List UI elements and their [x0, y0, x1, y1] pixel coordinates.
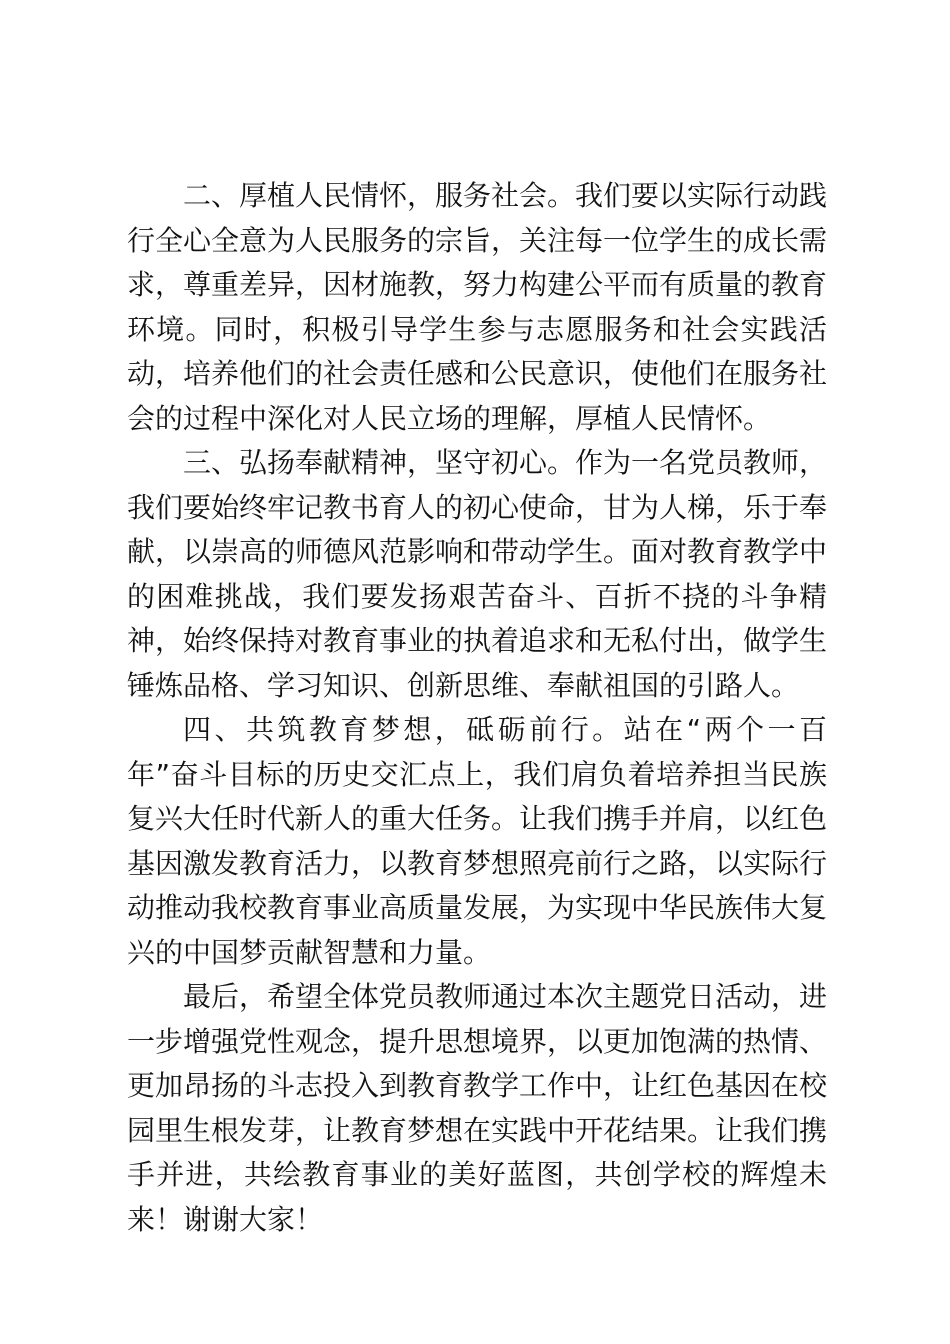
paragraph-serve-society: 二、厚植人民情怀，服务社会。我们要以实际行动践行全心全意为人民服务的宗旨，关注每一位学生的成长需求，尊重差异，因材施教，努力构建公平而有质量的教育环境。同时，积极引导学生参与志愿服务和社会实践活动，培养他们的社会责任感和公民意识，使他们在服务社会的过程中深化对人民立场的理解，厚植人民情怀。	[127, 179, 828, 435]
paragraph-dedication-spirit: 三、弘扬奉献精神，坚守初心。作为一名党员教师，我们要始终牢记教书育人的初心使命，甘为人梯，乐于奉献，以崇高的师德风范影响和带动学生。面对教育教学中的困难挑战，我们要发扬艰苦奋斗、百折不挠的斗争精神，始终保持对教育事业的执着追求和无私付出，做学生锤炼品格、学习知识、创新思维、奉献祖国的引路人。	[127, 446, 828, 702]
document-body	[127, 174, 827, 1242]
paragraph-closing: 最后，希望全体党员教师通过本次主题党日活动，进一步增强党性观念，提升思想境界，以更加饱满的热情、更加昂扬的斗志投入到教育教学工作中，让红色基因在校园里生根发芽，让教育梦想在实践中开花结果。让我们携手并进，共绘教育事业的美好蓝图，共创学校的辉煌未来！谢谢大家！	[127, 980, 828, 1236]
paragraph-education-dream: 四、共筑教育梦想，砥砺前行。站在“两个一百年”奋斗目标的历史交汇点上，我们肩负着培养担当民族复兴大任时代新人的重大任务。让我们携手并肩，以红色基因激发教育活力，以教育梦想照亮前行之路，以实际行动推动我校教育事业高质量发展，为实现中华民族伟大复兴的中国梦贡献智慧和力量。	[127, 713, 828, 969]
